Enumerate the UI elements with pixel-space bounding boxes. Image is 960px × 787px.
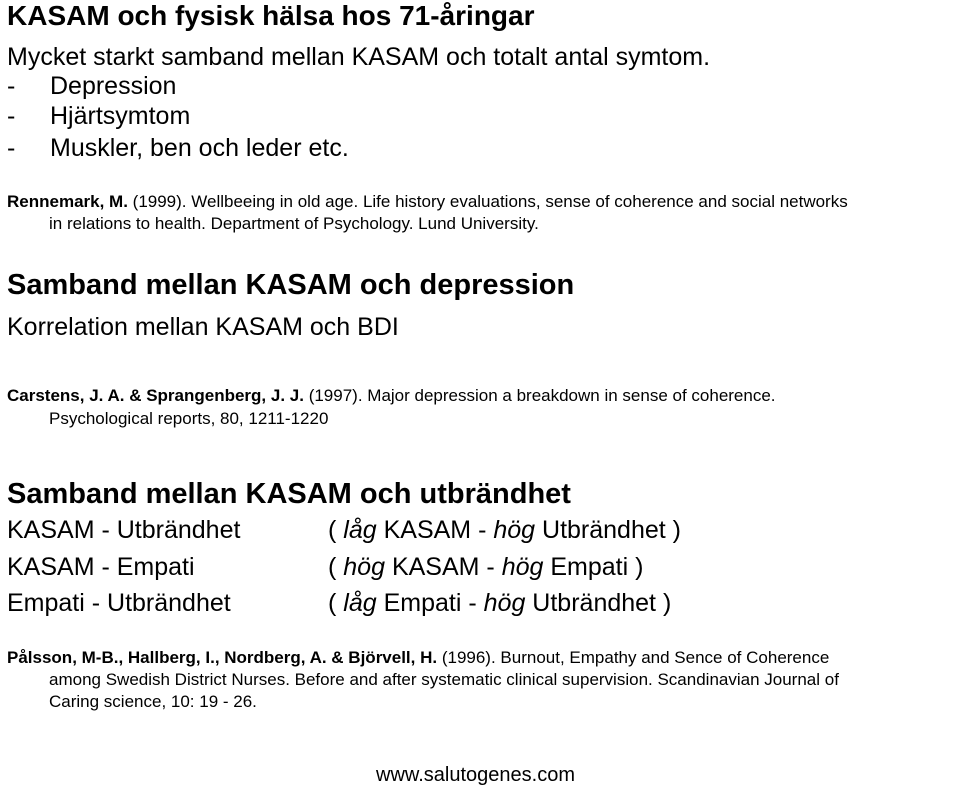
paren-open: ( [328, 516, 344, 544]
section2-title: Samband mellan KASAM och depression [7, 269, 575, 301]
reference-continuation: Psychological reports, 80, 1211-1220 [49, 409, 329, 428]
reference-text: (1997). Major depression a breakdown in sense of coherence. [303, 386, 776, 405]
relation-end: Empati ) [543, 553, 644, 581]
reference-author: Pålsson, M-B., Hallberg, I., Nordberg, A. & Björvell, H. [7, 648, 438, 667]
reference-continuation: among Swedish District Nurses. Before and after systematic clinical supervision. Scandinavian Journal of [49, 670, 839, 689]
relation-right [328, 515, 681, 545]
bullet-item [7, 133, 349, 163]
relation-right [328, 552, 643, 582]
bullet-dash: - [7, 134, 16, 162]
bullet-item [7, 101, 190, 131]
reference-text: (1999). Wellbeeing in old age. Life history evaluations, sense of coherence and social networks [127, 192, 848, 211]
section1-title: KASAM och fysisk hälsa hos 71-åringar [7, 0, 535, 31]
relation-mid: Empati - [376, 589, 484, 617]
paren-open: ( [328, 553, 344, 581]
reference-continuation: Caring science, 10: 19 - 26. [49, 692, 257, 711]
bullet-dash: - [7, 102, 16, 130]
bullet-item [7, 71, 176, 101]
level-word: låg [343, 589, 377, 617]
relation-left: KASAM - Utbrändhet [7, 516, 241, 544]
bullet-text: Hjärtsymtom [50, 102, 191, 130]
relation-left: Empati - Utbrändhet [7, 589, 231, 617]
footer-url: www.salutogenes.com [376, 764, 575, 786]
section2-subtitle: Korrelation mellan KASAM och BDI [7, 313, 399, 341]
reference-continuation: in relations to health. Department of Psychology. Lund University. [49, 214, 539, 233]
reference-carstens [7, 385, 776, 407]
relation-end: Utbrändhet ) [535, 516, 681, 544]
level-word: hög [343, 553, 385, 581]
level-word: hög [493, 516, 536, 544]
reference-author: Rennemark, M. [7, 192, 128, 211]
bullet-text: Depression [50, 72, 177, 100]
level-word: hög [501, 553, 544, 581]
section1-lead: Mycket starkt samband mellan KASAM och totalt antal symtom. [7, 43, 711, 71]
section3-title: Samband mellan KASAM och utbrändhet [7, 478, 571, 510]
relation-mid: KASAM - [376, 516, 494, 544]
relation-right [328, 588, 671, 618]
paren-open: ( [328, 589, 344, 617]
level-word: hög [483, 589, 526, 617]
bullet-text: Muskler, ben och leder etc. [50, 134, 349, 162]
reference-text: (1996). Burnout, Empathy and Sence of Coherence [437, 648, 830, 667]
reference-palsson [7, 647, 829, 669]
reference-rennemark [7, 191, 848, 213]
reference-author: Carstens, J. A. & Sprangenberg, J. J. [7, 386, 304, 405]
relation-left: KASAM - Empati [7, 553, 195, 581]
relation-end: Utbrändhet ) [525, 589, 672, 617]
level-word: låg [343, 516, 377, 544]
bullet-dash: - [7, 72, 16, 100]
relation-mid: KASAM - [385, 553, 502, 581]
